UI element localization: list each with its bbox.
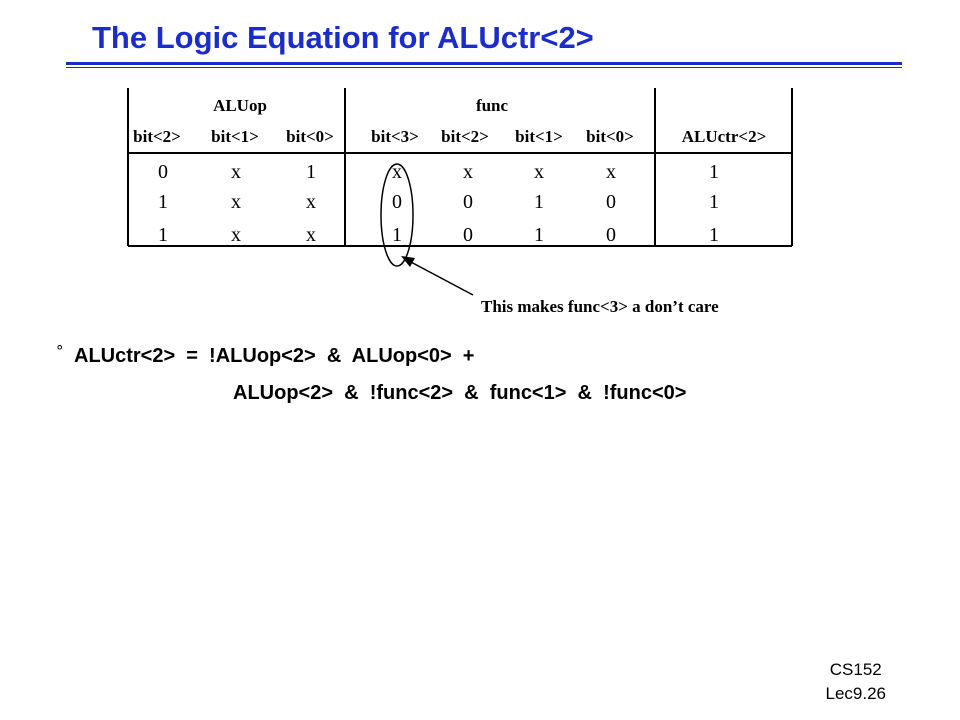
column-header-func-bit1: bit<1> xyxy=(515,127,563,146)
table-cell: 0 xyxy=(463,191,473,213)
table-row xyxy=(158,161,719,183)
degree-bullet-icon: ° xyxy=(56,342,64,360)
table-cell: x xyxy=(392,161,402,183)
truth-table xyxy=(0,0,960,330)
column-headers xyxy=(133,127,766,146)
table-cell: x xyxy=(306,191,316,213)
equation-line-1: ALUctr<2> = !ALUop<2> & ALUop<0> + xyxy=(74,345,475,367)
table-row xyxy=(158,191,719,213)
column-header-aluop-bit2: bit<2> xyxy=(133,127,181,146)
table-cell: 0 xyxy=(463,224,473,246)
table-cell: x xyxy=(231,224,241,246)
table-cell: 1 xyxy=(158,191,168,213)
table-cell: 1 xyxy=(534,224,544,246)
annotation-text: This makes func<3> a don’t care xyxy=(481,297,719,316)
annotation-arrow xyxy=(401,256,473,295)
table-cell: x xyxy=(606,161,616,183)
table-cell: x xyxy=(534,161,544,183)
table-cell: x xyxy=(231,191,241,213)
table-cell: 0 xyxy=(392,191,402,213)
column-header-aluop-bit1: bit<1> xyxy=(211,127,259,146)
table-cell: x xyxy=(463,161,473,183)
table-cell: 1 xyxy=(709,161,719,183)
column-header-func-bit3: bit<3> xyxy=(371,127,419,146)
slide-footer xyxy=(826,658,887,706)
slide-title: The Logic Equation for ALUctr<2> xyxy=(92,20,594,55)
table-cell: 1 xyxy=(534,191,544,213)
group-header-aluop: ALUop xyxy=(213,96,267,115)
lecture-label: Lec9.26 xyxy=(825,684,886,703)
equation-line-2: ALUop<2> & !func<2> & func<1> & !func<0> xyxy=(233,382,687,404)
table-row xyxy=(158,224,719,246)
group-header-func: func xyxy=(475,96,509,115)
column-header-func-bit2: bit<2> xyxy=(441,127,489,146)
equation xyxy=(56,342,687,437)
table-cell: x xyxy=(231,161,241,183)
table-cell: 1 xyxy=(709,224,719,246)
table-cell: x xyxy=(306,224,316,246)
column-header-aluop-bit0: bit<0> xyxy=(286,127,334,146)
table-cell: 0 xyxy=(606,191,616,213)
course-label: CS152 xyxy=(829,660,882,679)
table-cell: 0 xyxy=(158,161,168,183)
column-header-func-bit0: bit<0> xyxy=(586,127,634,146)
column-header-aluctr-bit2: ALUctr<2> xyxy=(681,127,767,146)
table-cell: 1 xyxy=(158,224,168,246)
table-cell: 1 xyxy=(709,191,719,213)
table-cell: 0 xyxy=(606,224,616,246)
table-cell: 1 xyxy=(392,224,402,246)
table-cell: 1 xyxy=(306,161,316,183)
